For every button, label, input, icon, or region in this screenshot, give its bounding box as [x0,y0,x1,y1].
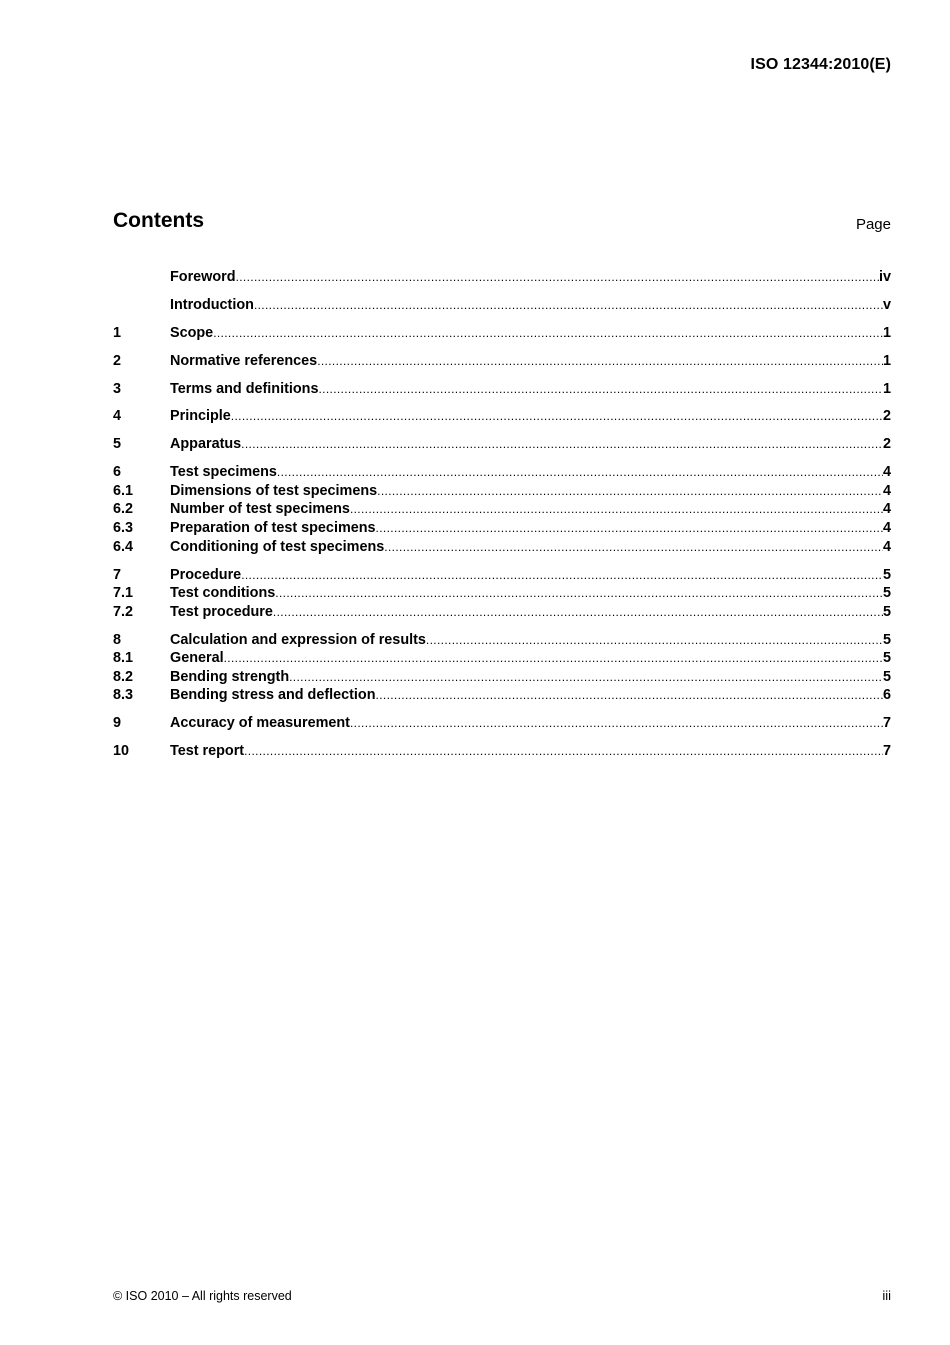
toc-group [113,435,891,454]
toc-entry-number: 6.1 [113,482,134,499]
toc-entry-title: Bending strength [170,668,290,685]
toc-entry[interactable] [113,566,891,585]
toc-entry[interactable] [113,352,891,371]
toc-entry-number: 6.2 [113,501,134,518]
toc-dot-leader [273,603,883,622]
contents-heading: Contents [113,209,204,232]
toc-dot-leader [231,407,883,426]
toc-entry-number: 8.1 [113,650,134,667]
toc-dot-leader [350,714,883,733]
toc-entry-title: Accuracy of measurement [170,715,350,732]
toc-dot-leader [384,538,883,557]
toc-entry[interactable] [113,324,891,343]
toc-dot-leader [426,631,883,650]
toc-dot-leader [254,296,883,315]
toc-entry[interactable] [113,296,891,315]
toc-entry-page: 6 [882,687,891,704]
toc-entry-title: Preparation of test specimens [170,520,376,537]
toc-dot-leader [317,352,883,371]
toc-entry-page: 4 [882,464,891,481]
toc-entry-page: 5 [882,650,891,667]
document-id: ISO 12344:2010(E) [750,56,891,73]
toc-entry-title: Number of test specimens [170,501,350,518]
toc-entry-title: Test report [170,743,245,760]
toc-entry-number: 3 [113,380,122,397]
toc-group [113,352,891,371]
toc-entry-page: iv [878,269,891,285]
toc-entry-number: 8 [113,631,122,648]
toc-entry-page: 4 [882,538,891,555]
toc-entry-page: 2 [882,408,891,425]
toc-entry[interactable] [113,742,891,761]
toc-entry-number: 6 [113,464,122,481]
toc-entry[interactable] [113,649,891,668]
toc-entry-page: 4 [882,520,891,537]
toc-entry-page: 1 [882,352,891,369]
toc-group [113,463,891,556]
toc-entry-title: Bending stress and deflection [170,687,376,704]
toc-entry[interactable] [113,538,891,557]
toc-group [113,714,891,733]
toc-entry-number: 6.3 [113,520,134,537]
toc-entry-page: 7 [882,743,891,760]
toc-dot-leader [376,519,883,538]
footer-page-number: iii [882,1288,891,1303]
toc-entry-number: 10 [113,743,130,760]
toc-entry-page: 5 [882,668,891,685]
toc-entry-number: 4 [113,408,122,425]
toc-dot-leader [377,482,883,501]
toc-dot-leader [275,584,883,603]
toc-entry-page: 5 [882,603,891,620]
toc-entry-title: Normative references [170,352,318,369]
toc-entry-title: Principle [170,408,231,425]
toc-entry[interactable] [113,380,891,399]
toc-entry-page: 2 [882,436,891,453]
toc-entry-title: Test conditions [170,585,276,602]
toc-dot-leader [236,268,879,287]
toc-dot-leader [318,380,883,399]
footer-copyright: © ISO 2010 – All rights reserved [113,1289,292,1303]
toc-entry-title: Introduction [170,296,254,313]
toc-entry[interactable] [113,603,891,622]
toc-entry-number: 7.1 [113,585,134,602]
toc-group [113,380,891,399]
toc-entry-page: v [882,296,891,313]
toc-dot-leader [376,686,883,705]
toc-dot-leader [277,463,883,482]
toc-group [113,566,891,622]
toc-entry-number: 5 [113,436,122,453]
toc-entry[interactable] [113,686,891,705]
toc-entry-number: 6.4 [113,538,134,555]
toc-entry-title: Test procedure [170,603,273,620]
toc-entry-title: Scope [170,324,214,341]
toc-entry-page: 4 [882,482,891,499]
toc-entry[interactable] [113,463,891,482]
toc-group [113,742,891,761]
toc-entry-number: 7 [113,566,122,583]
toc-entry[interactable] [113,407,891,426]
toc-entry-title: Dimensions of test specimens [170,482,378,499]
toc-entry-number: 7.2 [113,603,134,620]
page-column-heading: Page [855,216,891,233]
toc-entry-page: 5 [882,585,891,602]
toc-entry-page: 1 [882,380,891,397]
toc-entry[interactable] [113,631,891,650]
toc-entry-page: 7 [882,715,891,732]
toc-dot-leader [213,324,883,343]
toc-entry-title: Calculation and expression of results [170,631,426,648]
toc-entry-page: 4 [882,501,891,518]
toc-entry-title: Conditioning of test specimens [170,538,385,555]
toc-entry-number: 8.3 [113,687,134,704]
toc-entry-page: 1 [882,324,891,341]
toc-entry-title: Test specimens [170,464,277,481]
toc-group [113,268,891,287]
toc-entry[interactable] [113,500,891,519]
toc-entry-page: 5 [882,566,891,583]
table-of-contents [113,268,891,770]
toc-entry-number: 8.2 [113,668,134,685]
toc-entry-number: 1 [113,324,122,341]
toc-dot-leader [244,742,883,761]
toc-dot-leader [241,566,883,585]
toc-group [113,631,891,705]
toc-entry-title: Apparatus [170,436,242,453]
toc-entry[interactable] [113,482,891,501]
toc-group [113,324,891,343]
toc-group [113,296,891,315]
toc-dot-leader [289,668,883,687]
toc-group [113,407,891,426]
toc-entry[interactable] [113,268,891,287]
toc-dot-leader [224,649,883,668]
toc-dot-leader [241,435,883,454]
toc-dot-leader [350,500,883,519]
toc-entry-title: General [170,650,224,667]
toc-entry[interactable] [113,668,891,687]
toc-entry-title: Foreword [170,269,236,285]
toc-entry[interactable] [113,584,891,603]
toc-entry[interactable] [113,519,891,538]
toc-entry[interactable] [113,714,891,733]
toc-entry-title: Procedure [170,566,242,583]
toc-entry[interactable] [113,435,891,454]
toc-entry-page: 5 [882,631,891,648]
toc-entry-title: Terms and definitions [170,380,319,397]
toc-entry-number: 2 [113,352,122,369]
toc-entry-number: 9 [113,715,122,732]
